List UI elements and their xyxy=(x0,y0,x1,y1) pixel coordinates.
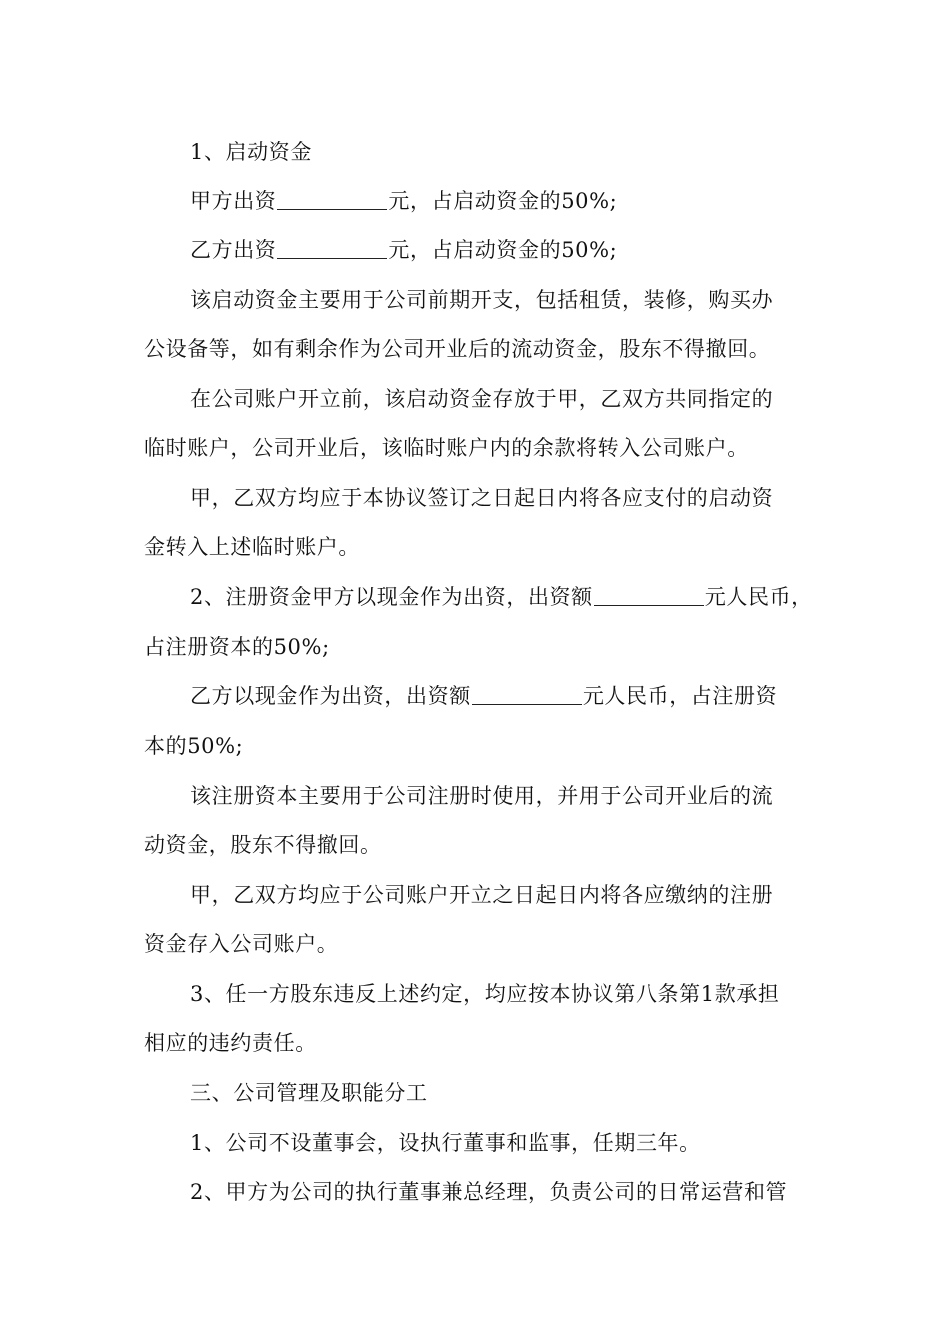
text-span: 公设备等，如有剩余作为公司开业后的流动资金，股东不得撤回。 xyxy=(144,337,771,361)
registered-capital-party-b xyxy=(190,681,860,711)
text-span: 在公司账户开立前，该启动资金存放于甲，乙双方共同指定的 xyxy=(190,387,774,411)
party-a-startup-contribution xyxy=(190,186,860,216)
text-span: 元人民币，占注册资 xyxy=(582,684,778,708)
amount-blank-line xyxy=(472,684,582,705)
text-span: 动资金，股东不得撤回。 xyxy=(144,833,382,857)
paragraph-line xyxy=(144,830,814,860)
amount-blank-line xyxy=(277,189,387,210)
text-span: 甲，乙双方均应于本协议签订之日起日内将各应支付的启动资 xyxy=(190,486,774,510)
text-span: 元，占启动资金的50%; xyxy=(388,189,618,213)
text-span: 乙方以现金作为出资，出资额 xyxy=(190,684,471,708)
registered-capital-party-a xyxy=(190,582,860,612)
paragraph-line xyxy=(190,979,860,1009)
text-span: 占注册资本的50%; xyxy=(144,635,330,659)
text-span: 元，占启动资金的50%; xyxy=(388,238,618,262)
text-span: 本的50%; xyxy=(144,734,244,758)
paragraph-line xyxy=(144,929,814,959)
paragraph-line xyxy=(190,1177,860,1207)
text-span: 该注册资本主要用于公司注册时使用，并用于公司开业后的流 xyxy=(190,784,774,808)
text-span: 乙方出资 xyxy=(190,238,277,262)
paragraph-line xyxy=(190,781,860,811)
paragraph-line xyxy=(144,632,814,662)
text-span: 金转入上述临时账户。 xyxy=(144,535,360,559)
text-span: 甲，乙双方均应于公司账户开立之日起日内将各应缴纳的注册 xyxy=(190,883,774,907)
text-span: 该启动资金主要用于公司前期开支，包括租赁，装修，购买办 xyxy=(190,288,774,312)
paragraph-line xyxy=(144,1028,814,1058)
text-span: 三、公司管理及职能分工 xyxy=(190,1081,428,1105)
text-span: 1、公司不设董事会，设执行董事和监事，任期三年。 xyxy=(190,1131,701,1155)
paragraph-line xyxy=(190,384,860,414)
section-heading-management xyxy=(190,1078,860,1108)
text-span: 元人民币， xyxy=(704,585,813,609)
text-span: 2、甲方为公司的执行董事兼总经理，负责公司的日常运营和管 xyxy=(190,1180,788,1204)
paragraph-line xyxy=(144,731,814,761)
text-span: 相应的违约责任。 xyxy=(144,1031,317,1055)
text-span: 1、启动资金 xyxy=(190,140,312,164)
text-span: 甲方出资 xyxy=(190,189,277,213)
paragraph-line xyxy=(190,880,860,910)
paragraph-line xyxy=(144,334,814,364)
text-span: 2、注册资金甲方以现金作为出资，出资额 xyxy=(190,585,593,609)
paragraph-line xyxy=(144,433,814,463)
amount-blank-line xyxy=(277,238,387,259)
text-span: 3、任一方股东违反上述约定，均应按本协议第八条第1款承担 xyxy=(190,982,780,1006)
paragraph-line xyxy=(190,285,860,315)
paragraph-line xyxy=(190,483,860,513)
text-span: 资金存入公司账户。 xyxy=(144,932,339,956)
paragraph-line xyxy=(144,532,814,562)
paragraph-line xyxy=(190,1128,860,1158)
text-span: 临时账户，公司开业后，该临时账户内的余款将转入公司账户。 xyxy=(144,436,749,460)
section-heading-startup-capital xyxy=(190,137,860,167)
party-b-startup-contribution xyxy=(190,235,860,265)
amount-blank-line xyxy=(594,585,704,606)
